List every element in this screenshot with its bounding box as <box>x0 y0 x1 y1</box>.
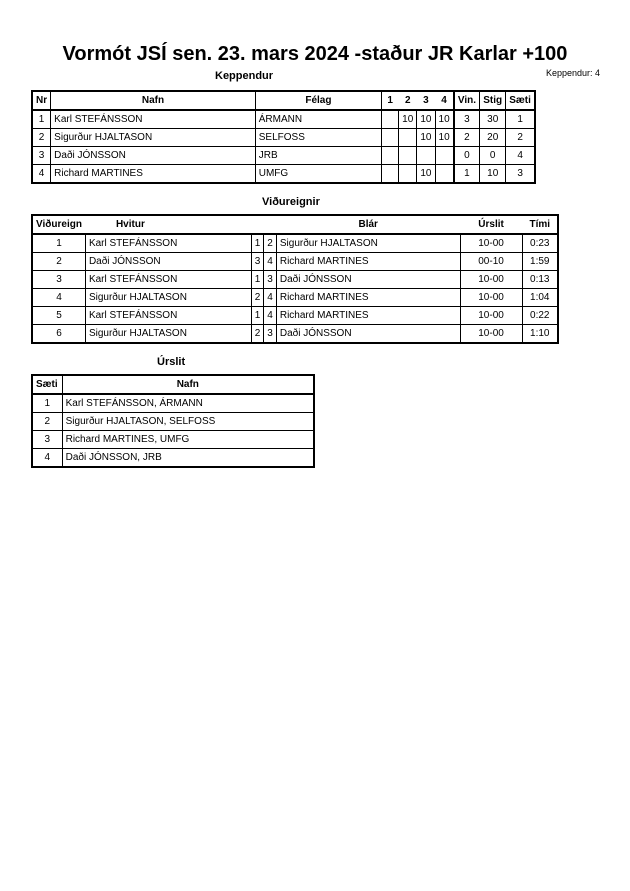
round-2-score <box>399 165 417 184</box>
white-nr: 1 <box>251 307 264 325</box>
blue-nr: 4 <box>264 289 277 307</box>
round-3-score: 10 <box>417 129 435 147</box>
competitor-nr: 2 <box>32 129 51 147</box>
competitor-wins: 3 <box>454 110 480 129</box>
round-1-score <box>382 129 399 147</box>
result-place: 3 <box>32 431 62 449</box>
white-competitor: Sigurður HJALTASON <box>85 289 251 307</box>
match-result: 00-10 <box>460 253 522 271</box>
result-name: Daði JÓNSSON, JRB <box>62 449 314 468</box>
col-vidureign: Viðureign <box>32 215 85 234</box>
blue-nr: 3 <box>264 271 277 289</box>
col-stig: Stig <box>480 91 506 110</box>
table-row <box>32 110 535 129</box>
round-4-score: 10 <box>435 129 454 147</box>
col-2: 2 <box>399 91 417 110</box>
competitor-place: 4 <box>506 147 535 165</box>
blue-competitor: Daði JÓNSSON <box>276 325 460 344</box>
col-4: 4 <box>435 91 454 110</box>
table-row <box>32 325 558 344</box>
competitor-wins: 2 <box>454 129 480 147</box>
round-4-score <box>435 165 454 184</box>
round-3-score: 10 <box>417 165 435 184</box>
competitor-wins: 0 <box>454 147 480 165</box>
match-number: 1 <box>32 234 85 253</box>
white-competitor: Sigurður HJALTASON <box>85 325 251 344</box>
table-row <box>32 165 535 184</box>
white-nr: 3 <box>251 253 264 271</box>
col-felag: Félag <box>255 91 381 110</box>
match-time: 1:59 <box>522 253 558 271</box>
round-3-score <box>417 147 435 165</box>
match-number: 5 <box>32 307 85 325</box>
match-time: 0:13 <box>522 271 558 289</box>
col-urslit: Úrslit <box>460 215 522 234</box>
match-number: 6 <box>32 325 85 344</box>
competitors-table <box>31 90 536 184</box>
competitor-wins: 1 <box>454 165 480 184</box>
round-1-score <box>382 165 399 184</box>
table-row <box>32 234 558 253</box>
table-row <box>32 147 535 165</box>
table-row <box>32 413 314 431</box>
competitor-club: SELFOSS <box>255 129 381 147</box>
blue-competitor: Richard MARTINES <box>276 289 460 307</box>
white-nr: 2 <box>251 325 264 344</box>
blue-competitor: Daði JÓNSSON <box>276 271 460 289</box>
competitor-place: 3 <box>506 165 535 184</box>
match-time: 0:23 <box>522 234 558 253</box>
round-4-score: 10 <box>435 110 454 129</box>
col-res-nafn: Nafn <box>62 375 314 394</box>
col-nr: Nr <box>32 91 51 110</box>
col-timi: Tími <box>522 215 558 234</box>
results-table <box>31 374 315 468</box>
results-heading: Úrslit <box>157 356 186 368</box>
table-row <box>32 289 558 307</box>
col-blar: Blár <box>276 215 460 234</box>
table-row <box>32 431 314 449</box>
table-row <box>32 129 535 147</box>
competitor-place: 2 <box>506 129 535 147</box>
col-vin: Vin. <box>454 91 480 110</box>
round-3-score: 10 <box>417 110 435 129</box>
col-saeti: Sæti <box>506 91 535 110</box>
col-1: 1 <box>382 91 399 110</box>
round-1-score <box>382 147 399 165</box>
competitor-nr: 4 <box>32 165 51 184</box>
blue-competitor: Richard MARTINES <box>276 253 460 271</box>
white-nr: 1 <box>251 271 264 289</box>
competitors-heading: Keppendur <box>215 70 274 82</box>
match-number: 2 <box>32 253 85 271</box>
round-2-score: 10 <box>399 110 417 129</box>
blue-nr: 4 <box>264 253 277 271</box>
result-name: Richard MARTINES, UMFG <box>62 431 314 449</box>
competitor-name: Karl STEFÁNSSON <box>51 110 256 129</box>
competitor-nr: 1 <box>32 110 51 129</box>
table-row <box>32 449 314 468</box>
competitor-name: Richard MARTINES <box>51 165 256 184</box>
match-result: 10-00 <box>460 325 522 344</box>
matches-heading: Viðureignir <box>262 196 320 208</box>
match-time: 0:22 <box>522 307 558 325</box>
competitor-points: 30 <box>480 110 506 129</box>
round-2-score <box>399 129 417 147</box>
col-nafn: Nafn <box>51 91 256 110</box>
white-competitor: Karl STEFÁNSSON <box>85 307 251 325</box>
blue-competitor: Richard MARTINES <box>276 307 460 325</box>
result-name: Karl STEFÁNSSON, ÁRMANN <box>62 394 314 413</box>
round-1-score <box>382 110 399 129</box>
competitor-count: Keppendur: 4 <box>545 68 600 78</box>
match-time: 1:04 <box>522 289 558 307</box>
table-row <box>32 271 558 289</box>
col-3: 3 <box>417 91 435 110</box>
col-res-saeti: Sæti <box>32 375 62 394</box>
match-result: 10-00 <box>460 234 522 253</box>
white-nr: 2 <box>251 289 264 307</box>
table-row <box>32 253 558 271</box>
competitor-place: 1 <box>506 110 535 129</box>
competitor-name: Daði JÓNSSON <box>51 147 256 165</box>
white-competitor: Daði JÓNSSON <box>85 253 251 271</box>
blue-nr: 4 <box>264 307 277 325</box>
competitor-points: 0 <box>480 147 506 165</box>
match-result: 10-00 <box>460 289 522 307</box>
match-result: 10-00 <box>460 307 522 325</box>
competitor-club: UMFG <box>255 165 381 184</box>
competitor-nr: 3 <box>32 147 51 165</box>
white-competitor: Karl STEFÁNSSON <box>85 271 251 289</box>
result-place: 4 <box>32 449 62 468</box>
match-time: 1:10 <box>522 325 558 344</box>
blue-nr: 3 <box>264 325 277 344</box>
page-title: Vormót JSÍ sen. 23. mars 2024 -staður JR Karlar +100 <box>62 43 568 65</box>
competitor-points: 20 <box>480 129 506 147</box>
white-competitor: Karl STEFÁNSSON <box>85 234 251 253</box>
result-name: Sigurður HJALTASON, SELFOSS <box>62 413 314 431</box>
competitor-club: ÁRMANN <box>255 110 381 129</box>
table-row <box>32 307 558 325</box>
match-result: 10-00 <box>460 271 522 289</box>
competitor-club: JRB <box>255 147 381 165</box>
match-number: 4 <box>32 289 85 307</box>
white-nr: 1 <box>251 234 264 253</box>
col-hvitur: Hvitur <box>85 215 276 234</box>
matches-table <box>31 214 559 344</box>
table-row <box>32 394 314 413</box>
blue-competitor: Sigurður HJALTASON <box>276 234 460 253</box>
round-2-score <box>399 147 417 165</box>
blue-nr: 2 <box>264 234 277 253</box>
result-place: 2 <box>32 413 62 431</box>
match-number: 3 <box>32 271 85 289</box>
competitor-name: Sigurður HJALTASON <box>51 129 256 147</box>
round-4-score <box>435 147 454 165</box>
competitor-points: 10 <box>480 165 506 184</box>
result-place: 1 <box>32 394 62 413</box>
